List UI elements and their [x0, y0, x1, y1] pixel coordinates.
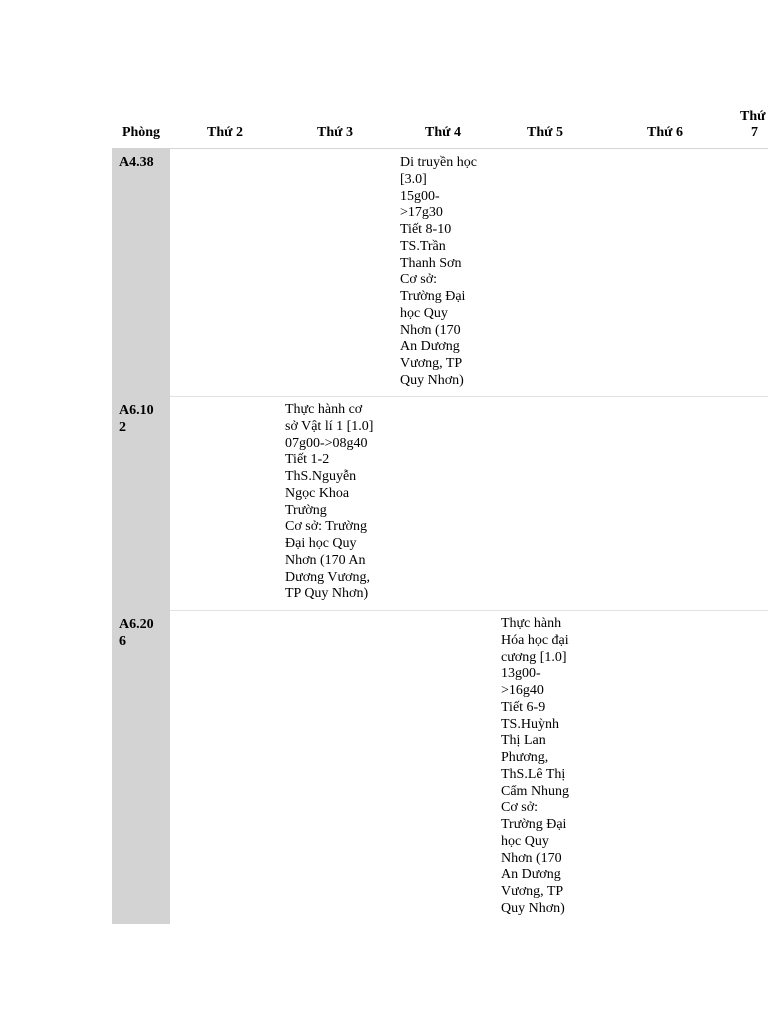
room-cell-background	[112, 149, 170, 397]
session-line: Đại học Quy	[285, 536, 357, 551]
header-day-7	[738, 109, 768, 141]
session-line: Quy Nhơn)	[400, 372, 464, 388]
session-line: Thực hành cơ	[285, 402, 363, 417]
session-line: Cẩm Nhung	[501, 783, 570, 799]
session-line: 13g00-	[501, 666, 541, 682]
session-line: An Dương	[501, 867, 561, 883]
session-line: sở Vật lí 1 [1.0]	[285, 418, 374, 434]
session-line: Vương, TP	[400, 356, 463, 371]
session-line: học Quy	[400, 305, 448, 321]
session-cell	[285, 402, 373, 603]
session-line: Cơ sở:	[501, 800, 538, 816]
session-line: ThS.Lê Thị	[501, 766, 566, 782]
header-day-5: Thứ 5	[526, 125, 564, 140]
room-label: A6.10 2	[119, 403, 154, 435]
row-divider	[170, 610, 768, 611]
session-line: Nhơn (170	[501, 850, 562, 866]
session-line: 15g00-	[400, 188, 440, 204]
session-line: Phương,	[501, 750, 549, 765]
session-line: An Dương	[400, 339, 460, 355]
header-day-6: Thứ 6	[646, 125, 684, 140]
session-line: Cơ sở:	[400, 272, 437, 288]
session-line: Hóa học đại	[501, 632, 569, 648]
session-line: 07g00->08g40	[285, 435, 368, 451]
session-line: Thực hành	[501, 616, 562, 631]
header-day-7-line2: 7	[751, 125, 758, 140]
room-label: A4.38	[119, 155, 154, 170]
session-line: Quy Nhơn)	[501, 900, 565, 916]
header-day-7-line1: Thứ	[740, 109, 766, 124]
session-line: học Quy	[501, 833, 549, 849]
room-label: A6.20 6	[119, 617, 154, 649]
header-day-4: Thứ 4	[424, 125, 462, 140]
header-day-2: Thứ 2	[206, 125, 244, 140]
header-day-3: Thứ 3	[316, 125, 354, 140]
session-line: Tiết 8-10	[400, 222, 452, 237]
session-line: >16g40	[501, 683, 544, 698]
row-divider	[170, 396, 768, 397]
room-cell-background	[112, 611, 170, 924]
session-cell	[400, 155, 477, 390]
session-line: Trường Đại	[400, 289, 466, 304]
session-line: Vương, TP	[501, 884, 564, 899]
session-line: Tiết 1-2	[285, 452, 330, 468]
session-line: cương [1.0]	[501, 649, 567, 665]
session-line: >17g30	[400, 205, 443, 221]
session-line: Trường Đại	[501, 817, 567, 832]
session-cell	[501, 616, 569, 918]
session-line: Nhơn (170	[400, 322, 461, 338]
session-line: [3.0]	[400, 171, 427, 187]
session-line: Tiết 6-9	[501, 699, 546, 715]
session-line: TP Quy Nhơn)	[285, 586, 369, 602]
session-line: TS.Huỳnh	[501, 716, 559, 732]
session-line: Ngọc Khoa	[285, 485, 350, 501]
header-divider	[112, 148, 768, 149]
header-room: Phòng	[121, 125, 161, 140]
session-line: Thị Lan	[501, 733, 546, 749]
session-line: TS.Trần	[400, 238, 446, 254]
session-line: ThS.Nguyễn	[285, 469, 357, 484]
session-line: Nhơn (170 An	[285, 552, 366, 568]
session-line: Cơ sở: Trường	[285, 519, 367, 535]
session-line: Trường	[285, 502, 327, 518]
session-line: Dương Vương,	[285, 569, 370, 585]
session-line: Thanh Sơn	[400, 255, 462, 271]
session-line: Di truyền học	[400, 155, 477, 170]
